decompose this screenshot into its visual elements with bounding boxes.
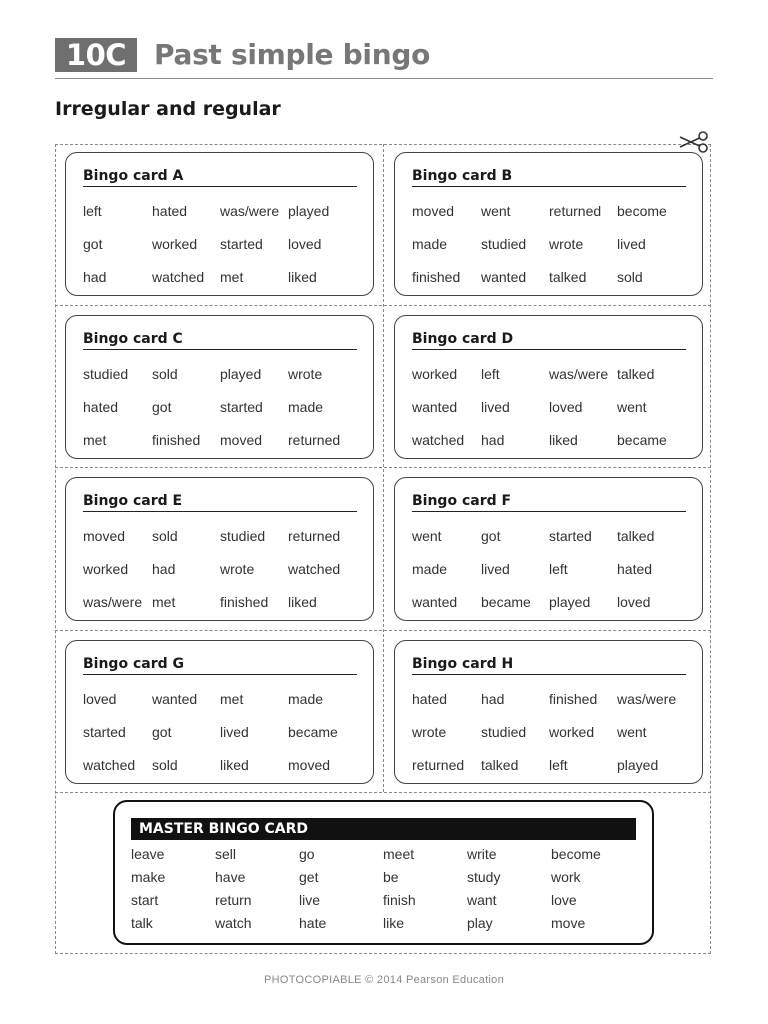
bingo-word: lived: [481, 561, 510, 577]
bingo-word: wrote: [549, 236, 584, 252]
bingo-word: had: [152, 561, 176, 577]
bingo-word: studied: [481, 723, 527, 740]
bingo-word: hated: [412, 690, 448, 707]
bingo-word: wanted: [412, 594, 458, 610]
bingo-card: [394, 152, 703, 296]
card-title: Bingo card G: [83, 655, 357, 675]
bingo-word: left: [549, 756, 568, 773]
bingo-word: met: [152, 594, 176, 610]
master-word: sell: [215, 846, 237, 862]
master-word: make: [131, 869, 166, 885]
bingo-word: talked: [481, 756, 519, 773]
master-word: return: [215, 892, 252, 908]
page-title: Past simple bingo: [154, 38, 431, 71]
bingo-word: got: [83, 236, 103, 252]
bingo-word: went: [481, 203, 511, 219]
master-word: talk: [131, 915, 153, 931]
bingo-word: started: [220, 398, 263, 415]
bingo-word: had: [481, 431, 505, 448]
bingo-word: sold: [152, 528, 178, 544]
master-word: want: [467, 892, 497, 908]
card-title: Bingo card D: [412, 330, 686, 350]
master-word: go: [299, 846, 315, 862]
master-word: leave: [131, 846, 165, 862]
bingo-word: started: [549, 528, 592, 544]
bingo-word: loved: [617, 594, 651, 610]
bingo-word: wrote: [220, 561, 255, 577]
bingo-card: [394, 640, 703, 784]
bingo-word: watched: [412, 431, 465, 448]
bingo-word: studied: [83, 365, 129, 382]
bingo-word: had: [83, 269, 107, 285]
bingo-word: watched: [152, 269, 205, 285]
bingo-word: worked: [152, 236, 198, 252]
master-word: get: [299, 869, 319, 885]
cut-line-horizontal: [55, 467, 711, 468]
bingo-word: got: [152, 398, 172, 415]
bingo-word: worked: [83, 561, 129, 577]
bingo-word: sold: [152, 365, 178, 382]
bingo-word: watched: [288, 561, 341, 577]
cut-line-horizontal: [55, 792, 711, 793]
bingo-card: [394, 477, 703, 621]
master-word: work: [551, 869, 581, 885]
cut-line-horizontal: [55, 305, 711, 306]
bingo-word: talked: [617, 528, 655, 544]
bingo-word: watched: [83, 756, 136, 773]
bingo-word: had: [481, 690, 505, 707]
bingo-word: played: [617, 756, 659, 773]
bingo-word: made: [288, 398, 324, 415]
bingo-word: met: [220, 690, 244, 707]
bingo-word: left: [549, 561, 568, 577]
bingo-word: became: [288, 723, 338, 740]
bingo-word: wanted: [152, 690, 198, 707]
bingo-word: liked: [549, 431, 578, 448]
bingo-word: moved: [83, 528, 126, 544]
card-title: Bingo card E: [83, 492, 357, 512]
bingo-word: was/were: [617, 690, 677, 707]
bingo-word: loved: [549, 398, 583, 415]
scissors-icon: [678, 131, 710, 153]
bingo-word: lived: [481, 398, 510, 415]
bingo-word: liked: [220, 756, 249, 773]
bingo-word: became: [617, 431, 667, 448]
bingo-word: loved: [288, 236, 322, 252]
master-word: live: [299, 892, 321, 908]
bingo-word: studied: [220, 528, 266, 544]
bingo-word: went: [412, 528, 442, 544]
master-card-title: MASTER BINGO CARD: [131, 818, 636, 840]
master-word: be: [383, 869, 399, 885]
bingo-word: got: [152, 723, 172, 740]
card-title: Bingo card C: [83, 330, 357, 350]
bingo-word: sold: [152, 756, 178, 773]
bingo-word: lived: [617, 236, 646, 252]
bingo-word: hated: [83, 398, 119, 415]
bingo-word: wrote: [288, 365, 323, 382]
bingo-word: liked: [288, 269, 317, 285]
cut-line-horizontal: [55, 630, 711, 631]
bingo-word: moved: [412, 203, 455, 219]
bingo-word: left: [83, 203, 102, 219]
master-word: study: [467, 869, 501, 885]
bingo-word: played: [549, 594, 591, 610]
unit-badge: 10C: [55, 38, 137, 72]
master-word: love: [551, 892, 577, 908]
bingo-word: lived: [220, 723, 249, 740]
bingo-word: left: [481, 365, 500, 382]
bingo-word: made: [288, 690, 324, 707]
bingo-word: worked: [549, 723, 595, 740]
bingo-word: moved: [288, 756, 331, 773]
bingo-word: hated: [617, 561, 653, 577]
bingo-word: moved: [220, 431, 263, 448]
master-word: like: [383, 915, 405, 931]
bingo-word: made: [412, 236, 448, 252]
bingo-word: returned: [412, 756, 465, 773]
bingo-word: finished: [152, 431, 201, 448]
master-word: write: [467, 846, 497, 862]
bingo-word: returned: [288, 431, 341, 448]
bingo-word: studied: [481, 236, 527, 252]
bingo-word: wanted: [481, 269, 527, 285]
bingo-word: made: [412, 561, 448, 577]
bingo-word: got: [481, 528, 501, 544]
bingo-word: sold: [617, 269, 643, 285]
bingo-word: played: [220, 365, 262, 382]
bingo-word: started: [220, 236, 263, 252]
card-title: Bingo card A: [83, 167, 357, 187]
master-word: have: [215, 869, 246, 885]
master-word: play: [467, 915, 493, 931]
bingo-word: become: [617, 203, 667, 219]
bingo-word: was/were: [83, 594, 143, 610]
section-title: Irregular and regular: [55, 98, 281, 120]
bingo-word: talked: [549, 269, 587, 285]
bingo-word: wrote: [412, 723, 447, 740]
bingo-word: finished: [220, 594, 269, 610]
bingo-word: worked: [412, 365, 458, 382]
bingo-word: started: [83, 723, 126, 740]
master-word: move: [551, 915, 586, 931]
bingo-word: was/were: [220, 203, 280, 219]
bingo-card: [65, 477, 374, 621]
card-title: Bingo card F: [412, 492, 686, 512]
bingo-word: became: [481, 594, 531, 610]
bingo-word: was/were: [549, 365, 609, 382]
master-word: start: [131, 892, 159, 908]
bingo-word: hated: [152, 203, 188, 219]
bingo-word: wanted: [412, 398, 458, 415]
bingo-word: played: [288, 203, 330, 219]
bingo-word: talked: [617, 365, 655, 382]
bingo-word: returned: [549, 203, 602, 219]
bingo-word: went: [617, 398, 647, 415]
cut-line-vertical: [383, 144, 384, 792]
master-word: meet: [383, 846, 415, 862]
master-word: finish: [383, 892, 416, 908]
bingo-word: finished: [412, 269, 461, 285]
master-word: become: [551, 846, 601, 862]
bingo-word: met: [220, 269, 244, 285]
bingo-word: returned: [288, 528, 341, 544]
bingo-card: [65, 152, 374, 296]
bingo-word: finished: [549, 690, 598, 707]
bingo-card: [394, 315, 703, 459]
master-bingo-card: [113, 800, 654, 945]
bingo-card: [65, 315, 374, 459]
bingo-card: [65, 640, 374, 784]
master-word: hate: [299, 915, 327, 931]
card-title: Bingo card H: [412, 655, 686, 675]
footer-copyright: PHOTOCOPIABLE © 2014 Pearson Education: [263, 974, 505, 986]
bingo-word: met: [83, 431, 107, 448]
bingo-word: liked: [288, 594, 317, 610]
bingo-word: went: [617, 723, 647, 740]
master-word: watch: [215, 915, 252, 931]
bingo-word: loved: [83, 690, 117, 707]
page-header: [55, 38, 713, 79]
card-title: Bingo card B: [412, 167, 686, 187]
